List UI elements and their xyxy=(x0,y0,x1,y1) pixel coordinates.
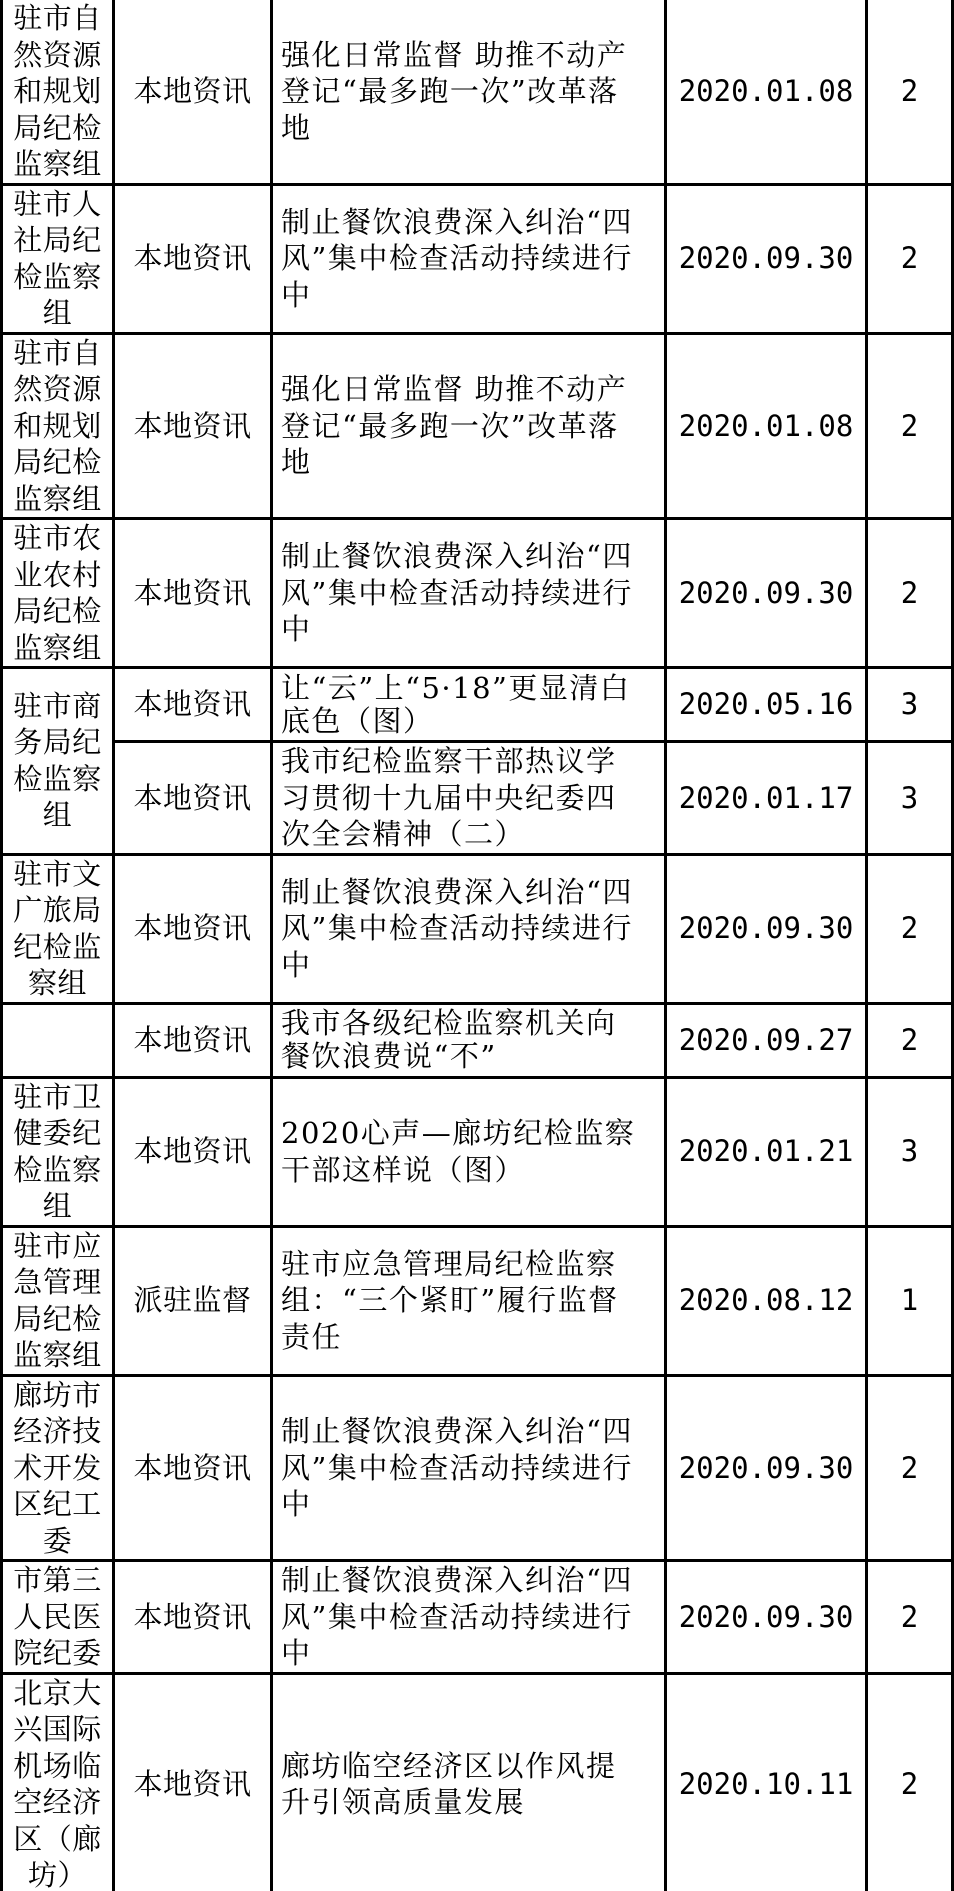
count-cell: 3 xyxy=(867,742,953,855)
column-cell: 本地资讯 xyxy=(114,333,272,519)
title-cell: 我市纪检监察干部热议学习贯彻十九届中央纪委四次全会精神（二） xyxy=(272,742,666,855)
title-cell: 制止餐饮浪费深入纠治“四风”集中检查活动持续进行中 xyxy=(272,1561,666,1674)
table-row xyxy=(2,1673,953,1891)
unit-name: 驻市自然资源和规划局纪检监察组 xyxy=(13,1,102,181)
unit-cell xyxy=(2,184,114,333)
unit-cell xyxy=(2,333,114,519)
unit-name: 驻市商务局纪检监察组 xyxy=(13,688,102,833)
column-cell: 本地资讯 xyxy=(114,668,272,742)
title-cell: 驻市应急管理局纪检监察组：“三个紧盯”履行监督责任 xyxy=(272,1226,666,1375)
column-cell: 本地资讯 xyxy=(114,519,272,668)
date-cell: 2020.01.17 xyxy=(666,742,867,855)
date-cell: 2020.09.30 xyxy=(666,1561,867,1674)
title-cell: 我市各级纪检监察机关向餐饮浪费说“不” xyxy=(272,1003,666,1077)
date-cell: 2020.01.08 xyxy=(666,0,867,184)
date-cell: 2020.09.27 xyxy=(666,1003,867,1077)
count-cell: 3 xyxy=(867,1077,953,1226)
unit-name: 廊坊市经济技术开发区纪工委 xyxy=(13,1377,102,1558)
date-cell: 2020.10.11 xyxy=(666,1673,867,1891)
unit-name: 市第三人民医院纪委 xyxy=(13,1563,102,1670)
date-cell: 2020.01.21 xyxy=(666,1077,867,1226)
unit-cell xyxy=(2,1003,114,1077)
count-cell: 2 xyxy=(867,1003,953,1077)
count-cell: 2 xyxy=(867,1673,953,1891)
table-row xyxy=(2,0,953,184)
column-cell: 本地资讯 xyxy=(114,0,272,184)
unit-name: 北京大兴国际机场临空经济区（廊坊） xyxy=(13,1675,102,1891)
count-cell: 2 xyxy=(867,1561,953,1674)
unit-cell xyxy=(2,1077,114,1226)
unit-name: 驻市自然资源和规划局纪检监察组 xyxy=(13,335,102,516)
title-cell: 制止餐饮浪费深入纠治“四风”集中检查活动持续进行中 xyxy=(272,1375,666,1561)
date-cell: 2020.08.12 xyxy=(666,1226,867,1375)
title-cell: 制止餐饮浪费深入纠治“四风”集中检查活动持续进行中 xyxy=(272,519,666,668)
date-cell: 2020.09.30 xyxy=(666,854,867,1003)
unit-name: 驻市农业农村局纪检监察组 xyxy=(13,521,102,665)
table-row xyxy=(2,1077,953,1226)
count-cell: 3 xyxy=(867,668,953,742)
unit-cell xyxy=(2,1673,114,1891)
unit-cell xyxy=(2,854,114,1003)
unit-cell xyxy=(2,0,114,184)
column-cell: 本地资讯 xyxy=(114,184,272,333)
title-cell: 制止餐饮浪费深入纠治“四风”集中检查活动持续进行中 xyxy=(272,854,666,1003)
unit-cell xyxy=(2,1375,114,1561)
table-row xyxy=(2,1003,953,1077)
date-cell: 2020.09.30 xyxy=(666,184,867,333)
table-row xyxy=(2,519,953,668)
column-cell: 本地资讯 xyxy=(114,1673,272,1891)
column-cell: 派驻监督 xyxy=(114,1226,272,1375)
column-cell: 本地资讯 xyxy=(114,1003,272,1077)
table-row xyxy=(2,668,953,742)
table-row xyxy=(2,1375,953,1561)
column-cell: 本地资讯 xyxy=(114,854,272,1003)
title-cell: 2020心声—廊坊纪检监察干部这样说（图） xyxy=(272,1077,666,1226)
count-cell: 2 xyxy=(867,0,953,184)
unit-cell xyxy=(2,1226,114,1375)
unit-name: 驻市应急管理局纪检监察组 xyxy=(13,1228,102,1372)
title-cell: 廊坊临空经济区以作风提升引领高质量发展 xyxy=(272,1673,666,1891)
count-cell: 2 xyxy=(867,333,953,519)
title-cell: 制止餐饮浪费深入纠治“四风”集中检查活动持续进行中 xyxy=(272,184,666,333)
table-row xyxy=(2,1561,953,1674)
table-row xyxy=(2,184,953,333)
date-cell: 2020.09.30 xyxy=(666,519,867,668)
date-cell: 2020.05.16 xyxy=(666,668,867,742)
count-cell: 2 xyxy=(867,184,953,333)
table-row xyxy=(2,854,953,1003)
title-cell: 强化日常监督 助推不动产登记“最多跑一次”改革落地 xyxy=(272,333,666,519)
table-row xyxy=(2,1226,953,1375)
column-cell: 本地资讯 xyxy=(114,1561,272,1674)
count-cell: 1 xyxy=(867,1226,953,1375)
column-cell: 本地资讯 xyxy=(114,1077,272,1226)
table-row xyxy=(2,333,953,519)
date-cell: 2020.09.30 xyxy=(666,1375,867,1561)
title-cell: 强化日常监督 助推不动产登记“最多跑一次”改革落地 xyxy=(272,0,666,184)
date-cell: 2020.01.08 xyxy=(666,333,867,519)
column-cell: 本地资讯 xyxy=(114,742,272,855)
column-cell: 本地资讯 xyxy=(114,1375,272,1561)
count-cell: 2 xyxy=(867,1375,953,1561)
unit-name: 驻市人社局纪检监察组 xyxy=(13,186,102,330)
count-cell: 2 xyxy=(867,854,953,1003)
unit-name: 驻市文广旅局纪检监察组 xyxy=(13,856,102,1000)
count-cell: 2 xyxy=(867,519,953,668)
table-row xyxy=(2,742,953,855)
unit-cell xyxy=(2,1561,114,1674)
title-cell: 让“云”上“5·18”更显清白底色（图） xyxy=(272,668,666,742)
unit-name: 驻市卫健委纪检监察组 xyxy=(13,1079,102,1223)
unit-cell xyxy=(2,519,114,668)
unit-cell xyxy=(2,668,114,855)
